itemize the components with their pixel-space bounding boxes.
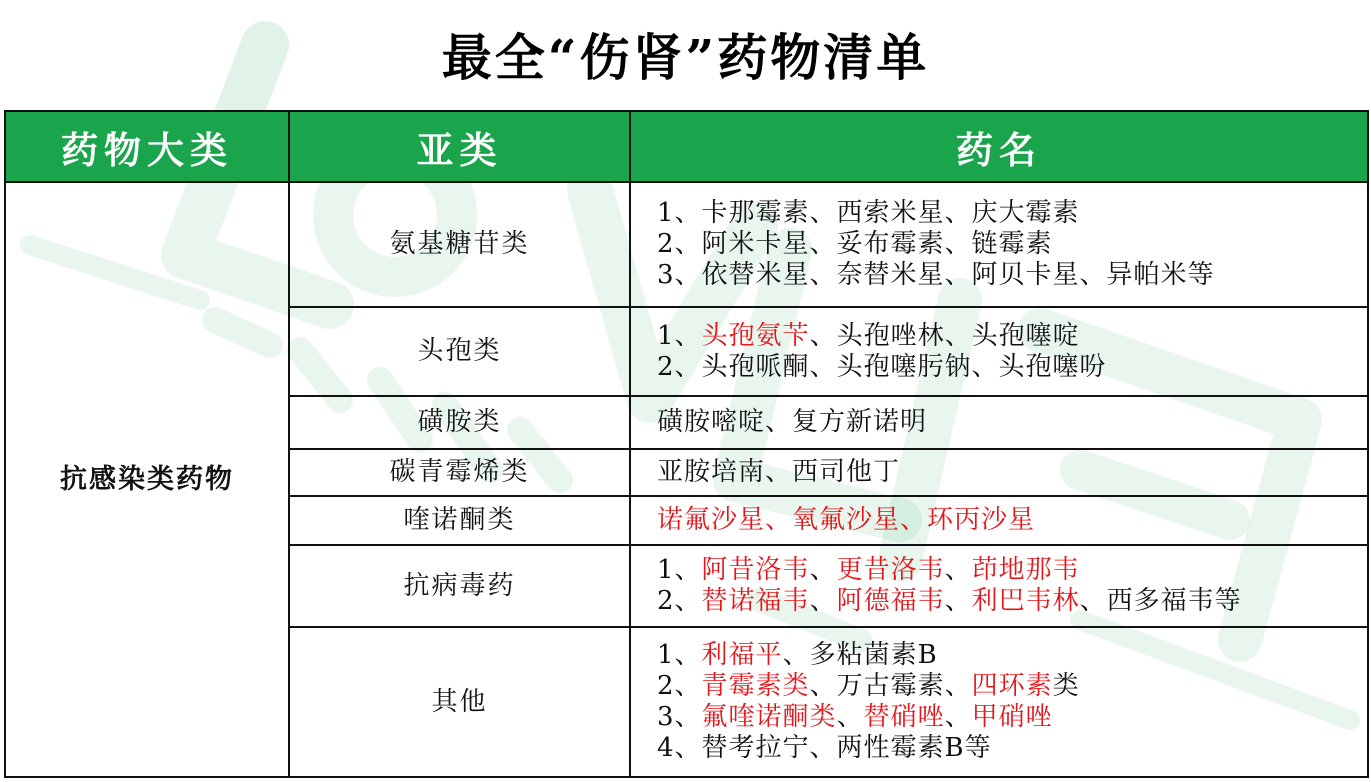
page-title: 最全“伤肾”药物清单 <box>441 28 930 87</box>
drug-text: 、 <box>809 555 837 585</box>
drug-line <box>657 352 1367 383</box>
drug-text: 2、头孢哌酮、头孢噻肟钠、头孢噻吩 <box>657 351 1107 382</box>
drug-text: 类 <box>1052 671 1080 701</box>
drug-text: 2、阿米卡星、妥布霉素、链霉素 <box>657 229 1053 259</box>
drug-text: 4、替考拉宁、两性霉素B等 <box>657 733 992 763</box>
header-subclass: 亚类 <box>289 111 630 182</box>
table-header-row <box>5 111 1368 182</box>
drug-names-cell <box>630 496 1368 545</box>
subclass-cell: 磺胺类 <box>289 396 630 449</box>
subclass-cell: 抗病毒药 <box>289 545 630 627</box>
drug-line <box>657 321 1367 352</box>
drug-text: 、 <box>809 586 837 616</box>
drug-line <box>657 671 1367 702</box>
drug-text: 1、 <box>657 640 702 670</box>
drug-text: 亚胺培南、西司他丁 <box>657 457 901 487</box>
highlighted-drug-text: 氟喹诺酮类 <box>701 702 837 732</box>
drug-line <box>657 733 1367 764</box>
drug-text: 、万古霉素、 <box>809 671 972 701</box>
header-drug-names: 药名 <box>630 111 1368 182</box>
highlighted-drug-text: 青霉素类 <box>701 671 810 701</box>
subclass-cell: 喹诺酮类 <box>289 496 630 545</box>
highlighted-drug-text: 替诺福韦 <box>701 586 810 616</box>
drug-line <box>657 555 1367 586</box>
drug-text: 1、卡那霉素、西索米星、庆大霉素 <box>657 198 1080 228</box>
drug-names-cell <box>630 627 1368 777</box>
highlighted-drug-text: 利福平 <box>701 640 783 670</box>
drug-text: 、西多福韦等 <box>1079 586 1242 616</box>
drug-text: 2、 <box>657 586 702 616</box>
highlighted-drug-text: 阿昔洛韦 <box>701 555 810 585</box>
drug-names-cell <box>630 307 1368 396</box>
drug-line <box>657 586 1367 617</box>
table-row <box>5 182 1368 307</box>
drug-text: 、头孢唑林、头孢噻啶 <box>809 320 1080 351</box>
drug-line <box>657 457 1367 488</box>
drug-text: 、 <box>944 555 972 585</box>
drug-text: 、多粘菌素B <box>782 640 938 670</box>
subclass-cell: 其他 <box>289 627 630 777</box>
drug-line <box>657 198 1367 229</box>
drug-names-cell <box>630 545 1368 627</box>
highlighted-drug-text: 更昔洛韦 <box>836 555 945 585</box>
drug-line <box>657 407 1367 438</box>
drug-text: 1、 <box>657 555 702 585</box>
drug-line <box>657 260 1367 291</box>
subclass-cell: 头孢类 <box>289 307 630 396</box>
drug-line <box>657 229 1367 260</box>
drug-text: 、 <box>944 702 972 732</box>
drug-text: 、 <box>836 702 864 732</box>
drug-text: 3、 <box>657 702 702 732</box>
table-body <box>5 182 1368 777</box>
highlighted-drug-text: 甲硝唑 <box>971 702 1053 732</box>
drug-line <box>657 505 1367 536</box>
drug-text: 、 <box>944 586 972 616</box>
subclass-cell: 氨基糖苷类 <box>289 182 630 307</box>
drug-text: 2、 <box>657 671 702 701</box>
drug-names-cell <box>630 396 1368 449</box>
drug-names-cell <box>630 182 1368 307</box>
drug-names-cell <box>630 449 1368 496</box>
highlighted-drug-text: 替硝唑 <box>863 702 945 732</box>
drug-table <box>4 110 1369 778</box>
highlighted-drug-text: 诺氟沙星、氧氟沙星、环丙沙星 <box>657 505 1036 535</box>
drug-text: 1、 <box>657 320 702 351</box>
drug-text: 磺胺嘧啶、复方新诺明 <box>657 407 928 437</box>
subclass-cell: 碳青霉烯类 <box>289 449 630 496</box>
drug-line <box>657 640 1367 671</box>
header-category: 药物大类 <box>5 111 289 182</box>
highlighted-drug-text: 头孢氨苄 <box>701 320 810 351</box>
drug-text: 3、依替米星、奈替米星、阿贝卡星、异帕米等 <box>657 260 1215 290</box>
category-cell: 抗感染类药物 <box>5 182 289 777</box>
highlighted-drug-text: 阿德福韦 <box>836 586 945 616</box>
highlighted-drug-text: 四环素 <box>971 671 1053 701</box>
drug-line <box>657 702 1367 733</box>
highlighted-drug-text: 利巴韦林 <box>971 586 1080 616</box>
highlighted-drug-text: 茚地那韦 <box>971 555 1080 585</box>
